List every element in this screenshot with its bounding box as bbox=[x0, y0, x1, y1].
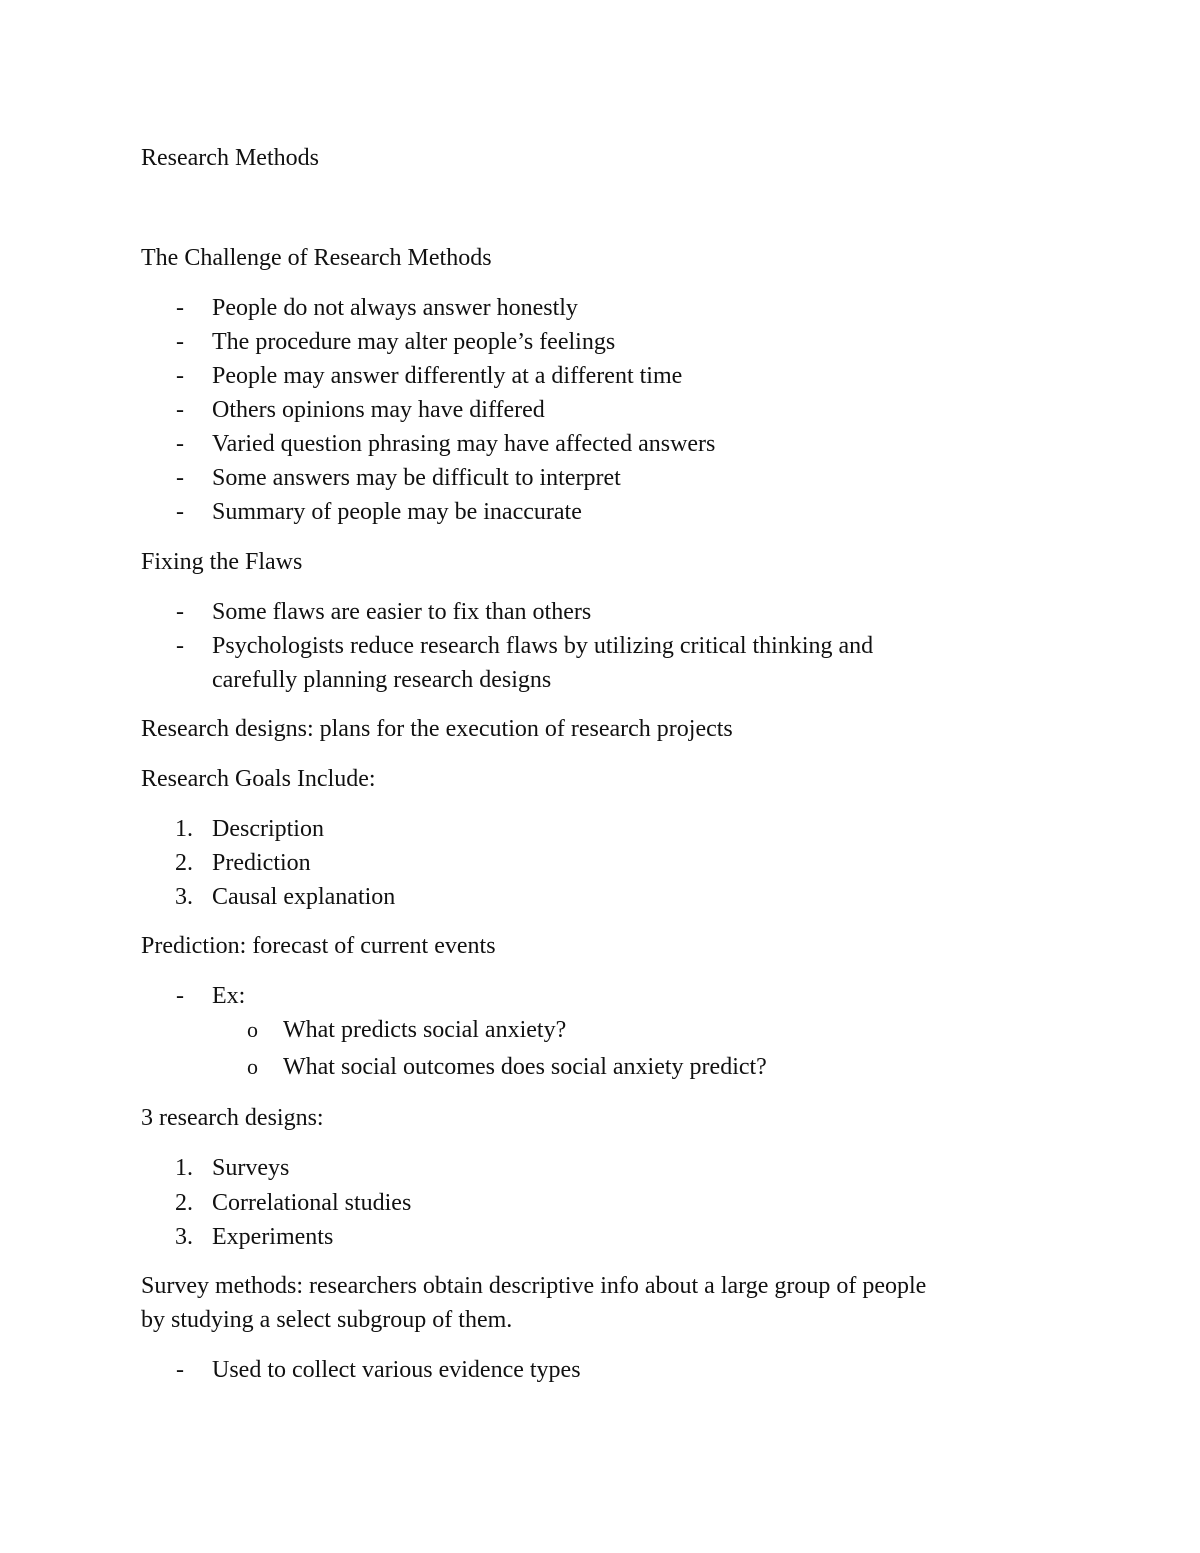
bullet-dash: - bbox=[176, 329, 184, 355]
list-number: 2. bbox=[175, 850, 193, 876]
list-item: Others opinions may have differed bbox=[212, 397, 545, 423]
sub-list-item: What predicts social anxiety? bbox=[283, 1017, 567, 1043]
sub-list-item: What social outcomes does social anxiety predict? bbox=[283, 1054, 767, 1080]
list-item: People may answer differently at a different time bbox=[212, 363, 683, 389]
bullet-dash: - bbox=[176, 465, 184, 491]
list-item: Some answers may be difficult to interpret bbox=[212, 465, 621, 491]
bullet-dash: - bbox=[176, 499, 184, 525]
list-item: Some flaws are easier to fix than others bbox=[212, 599, 592, 625]
list-item: Experiments bbox=[212, 1224, 334, 1250]
bullet-dash: - bbox=[176, 397, 184, 423]
list-number: 3. bbox=[175, 884, 193, 910]
list-item: Used to collect various evidence types bbox=[212, 1357, 581, 1383]
list-item: Psychologists reduce research flaws by utilizing critical thinking and bbox=[212, 633, 874, 659]
list-item: Prediction bbox=[212, 850, 311, 876]
bullet-dash: - bbox=[176, 363, 184, 389]
list-item: Surveys bbox=[212, 1155, 290, 1181]
list-item: Causal explanation bbox=[212, 884, 396, 910]
bullet-dash: - bbox=[176, 295, 184, 321]
definition-survey-methods: Survey methods: researchers obtain descriptive info about a large group of people bbox=[141, 1273, 927, 1299]
list-item: Correlational studies bbox=[212, 1190, 412, 1216]
list-item-continuation: carefully planning research designs bbox=[212, 667, 552, 693]
list-item: Varied question phrasing may have affected answers bbox=[212, 431, 716, 457]
bullet-dash: - bbox=[176, 983, 184, 1009]
document-title: Research Methods bbox=[141, 145, 319, 171]
list-number: 1. bbox=[175, 816, 193, 842]
list-number: 1. bbox=[175, 1155, 193, 1181]
section-heading-three-designs: 3 research designs: bbox=[141, 1105, 324, 1131]
bullet-circle: o bbox=[247, 1054, 258, 1079]
list-item: The procedure may alter people’s feelings bbox=[212, 329, 616, 355]
bullet-dash: - bbox=[176, 599, 184, 625]
definition-research-designs: Research designs: plans for the execution of research projects bbox=[141, 716, 733, 742]
bullet-circle: o bbox=[247, 1017, 258, 1042]
definition-survey-methods-continuation: by studying a select subgroup of them. bbox=[141, 1307, 513, 1333]
list-item: People do not always answer honestly bbox=[212, 295, 578, 321]
list-number: 3. bbox=[175, 1224, 193, 1250]
bullet-dash: - bbox=[176, 633, 184, 659]
section-heading-goals: Research Goals Include: bbox=[141, 766, 376, 792]
section-heading-challenge: The Challenge of Research Methods bbox=[141, 245, 492, 271]
definition-prediction: Prediction: forecast of current events bbox=[141, 933, 496, 959]
list-number: 2. bbox=[175, 1190, 193, 1216]
list-item: Description bbox=[212, 816, 324, 842]
bullet-dash: - bbox=[176, 431, 184, 457]
list-item: Ex: bbox=[212, 983, 246, 1009]
section-heading-fixing: Fixing the Flaws bbox=[141, 549, 303, 575]
list-item: Summary of people may be inaccurate bbox=[212, 499, 582, 525]
bullet-dash: - bbox=[176, 1357, 184, 1383]
